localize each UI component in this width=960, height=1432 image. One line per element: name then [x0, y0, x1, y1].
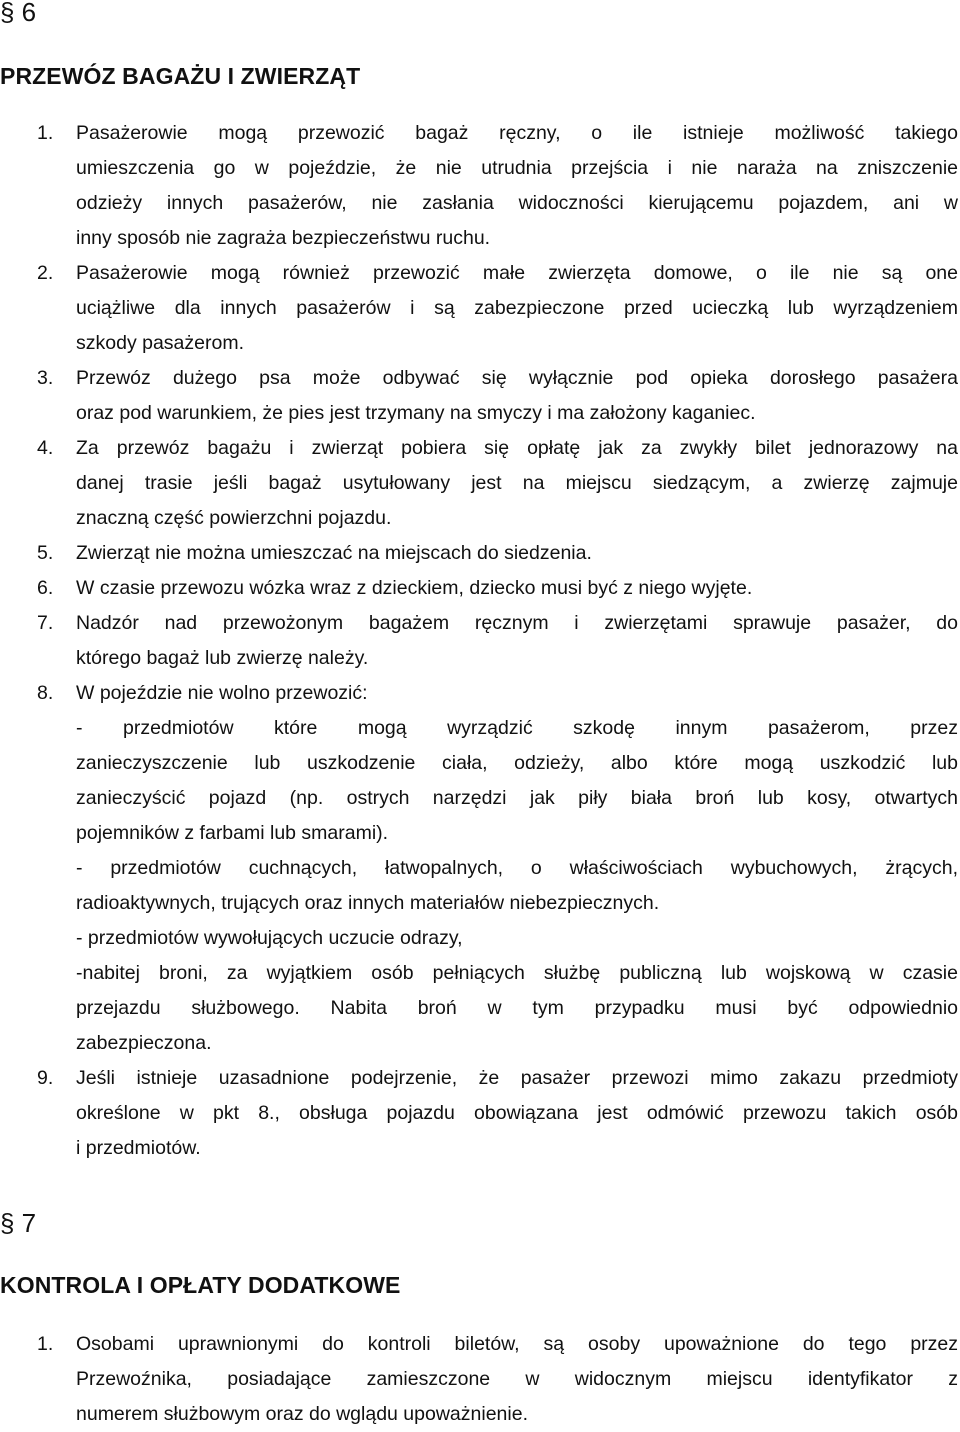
item-text-line: Przewoźnika, posiadające zamieszczone w widocznym miejscu identyfikator z	[76, 1368, 958, 1390]
item-number: 1.	[37, 1333, 54, 1355]
item-text-line: inny sposób nie zagraża bezpieczeństwu ruchu.	[76, 227, 491, 249]
item-text-line: - przedmiotów wywołujących uczucie odrazy,	[76, 927, 463, 949]
item-number: 8.	[37, 682, 54, 704]
section-6-list	[0, 116, 958, 1166]
item-text-line: i przedmiotów.	[76, 1137, 201, 1159]
item-text-line: Osobami uprawnionymi do kontroli biletów, są osoby upoważnione do tego przez	[76, 1333, 958, 1355]
item-text-line: Nadzór nad przewożonym bagażem ręcznym i zwierzętami sprawuje pasażer, do	[76, 612, 958, 634]
item-text-line: Jeśli istnieje uzasadnione podejrzenie, że pasażer przewozi mimo zakazu przedmioty	[76, 1067, 958, 1089]
item-text-line: W czasie przewozu wózka wraz z dzieckiem, dziecko musi być z niego wyjęte.	[76, 577, 753, 599]
item-text-line: danej trasie jeśli bagaż usytułowany jest na miejscu siedzącym, a zwierzę zajmuje	[76, 472, 958, 494]
item-text-line: odzieży innych pasażerów, nie zasłania widoczności kierującemu pojazdem, ani w	[76, 192, 958, 214]
item-text-line: Zwierząt nie można umieszczać na miejscach do siedzenia.	[76, 542, 592, 564]
list-item	[0, 676, 958, 1061]
item-text-line: - przedmiotów cuchnących, łatwopalnych, o właściwościach wybuchowych, żrących,	[76, 857, 958, 879]
item-text-line: Za przewóz bagażu i zwierząt pobiera się opłatę jak za zwykły bilet jednorazowy na	[76, 437, 958, 459]
item-text-line: - przedmiotów które mogą wyrządzić szkodę innym pasażerom, przez	[76, 717, 958, 739]
item-text-line: zanieczyścić pojazd (np. ostrych narzędzi jak piły biała broń lub kosy, otwartych	[76, 787, 958, 809]
item-text-line: oraz pod warunkiem, że pies jest trzymany na smyczy i ma założony kaganiec.	[76, 402, 756, 424]
item-number: 3.	[37, 367, 54, 389]
item-text-line: zanieczyszczenie lub uszkodzenie ciała, odzieży, albo które mogą uszkodzić lub	[76, 752, 958, 774]
item-number: 4.	[37, 437, 54, 459]
item-text-line: Przewóz dużego psa może odbywać się wyłącznie pod opieka dorosłego pasażera	[76, 367, 958, 389]
list-item	[0, 1327, 958, 1432]
section-6-mark: § 6	[0, 0, 37, 27]
item-text-line: radioaktywnych, trujących oraz innych materiałów niebezpiecznych.	[76, 892, 660, 914]
item-number: 2.	[37, 262, 54, 284]
item-text-line: pojemników z farbami lub smarami).	[76, 822, 389, 844]
item-number: 7.	[37, 612, 54, 634]
list-item	[0, 256, 958, 361]
list-item	[0, 536, 958, 571]
list-item	[0, 361, 958, 431]
section-6-title: PRZEWÓZ BAGAŻU I ZWIERZĄT	[0, 63, 361, 89]
item-text-line: zabezpieczona.	[76, 1032, 212, 1054]
list-item	[0, 571, 958, 606]
item-text-line: -nabitej broni, za wyjątkiem osób pełniących służbę publiczną lub wojskową w czasie	[76, 962, 958, 984]
item-text-line: Pasażerowie mogą również przewozić małe zwierzęta domowe, o ile nie są one	[76, 262, 958, 284]
section-7-mark: § 7	[0, 1208, 37, 1238]
item-number: 1.	[37, 122, 54, 144]
list-item	[0, 1061, 958, 1166]
item-number: 5.	[37, 542, 54, 564]
item-text-line: W pojeździe nie wolno przewozić:	[76, 682, 368, 704]
item-text-line: uciążliwe dla innych pasażerów i są zabezpieczone przed ucieczką lub wyrządzeniem	[76, 297, 958, 319]
item-text-line: Pasażerowie mogą przewozić bagaż ręczny, o ile istnieje możliwość takiego	[76, 122, 958, 144]
section-7-title: KONTROLA I OPŁATY DODATKOWE	[0, 1272, 401, 1298]
section-7-list	[0, 1327, 958, 1432]
item-text-line: znaczną część powierzchni pojazdu.	[76, 507, 392, 529]
item-text-line: którego bagaż lub zwierzę należy.	[76, 647, 369, 669]
item-text-line: umieszczenia go w pojeździe, że nie utrudnia przejścia i nie naraża na zniszczenie	[76, 157, 958, 179]
item-text-line: numerem służbowym oraz do wglądu upoważnienie.	[76, 1403, 528, 1425]
item-text-line: określone w pkt 8., obsługa pojazdu obowiązana jest odmówić przewozu takich osób	[76, 1102, 958, 1124]
item-text-line: szkody pasażerom.	[76, 332, 244, 354]
item-text-line: przejazdu służbowego. Nabita broń w tym przypadku musi być odpowiednio	[76, 997, 958, 1019]
item-number: 9.	[37, 1067, 54, 1089]
list-item	[0, 431, 958, 536]
list-item	[0, 606, 958, 676]
list-item	[0, 116, 958, 256]
item-number: 6.	[37, 577, 54, 599]
